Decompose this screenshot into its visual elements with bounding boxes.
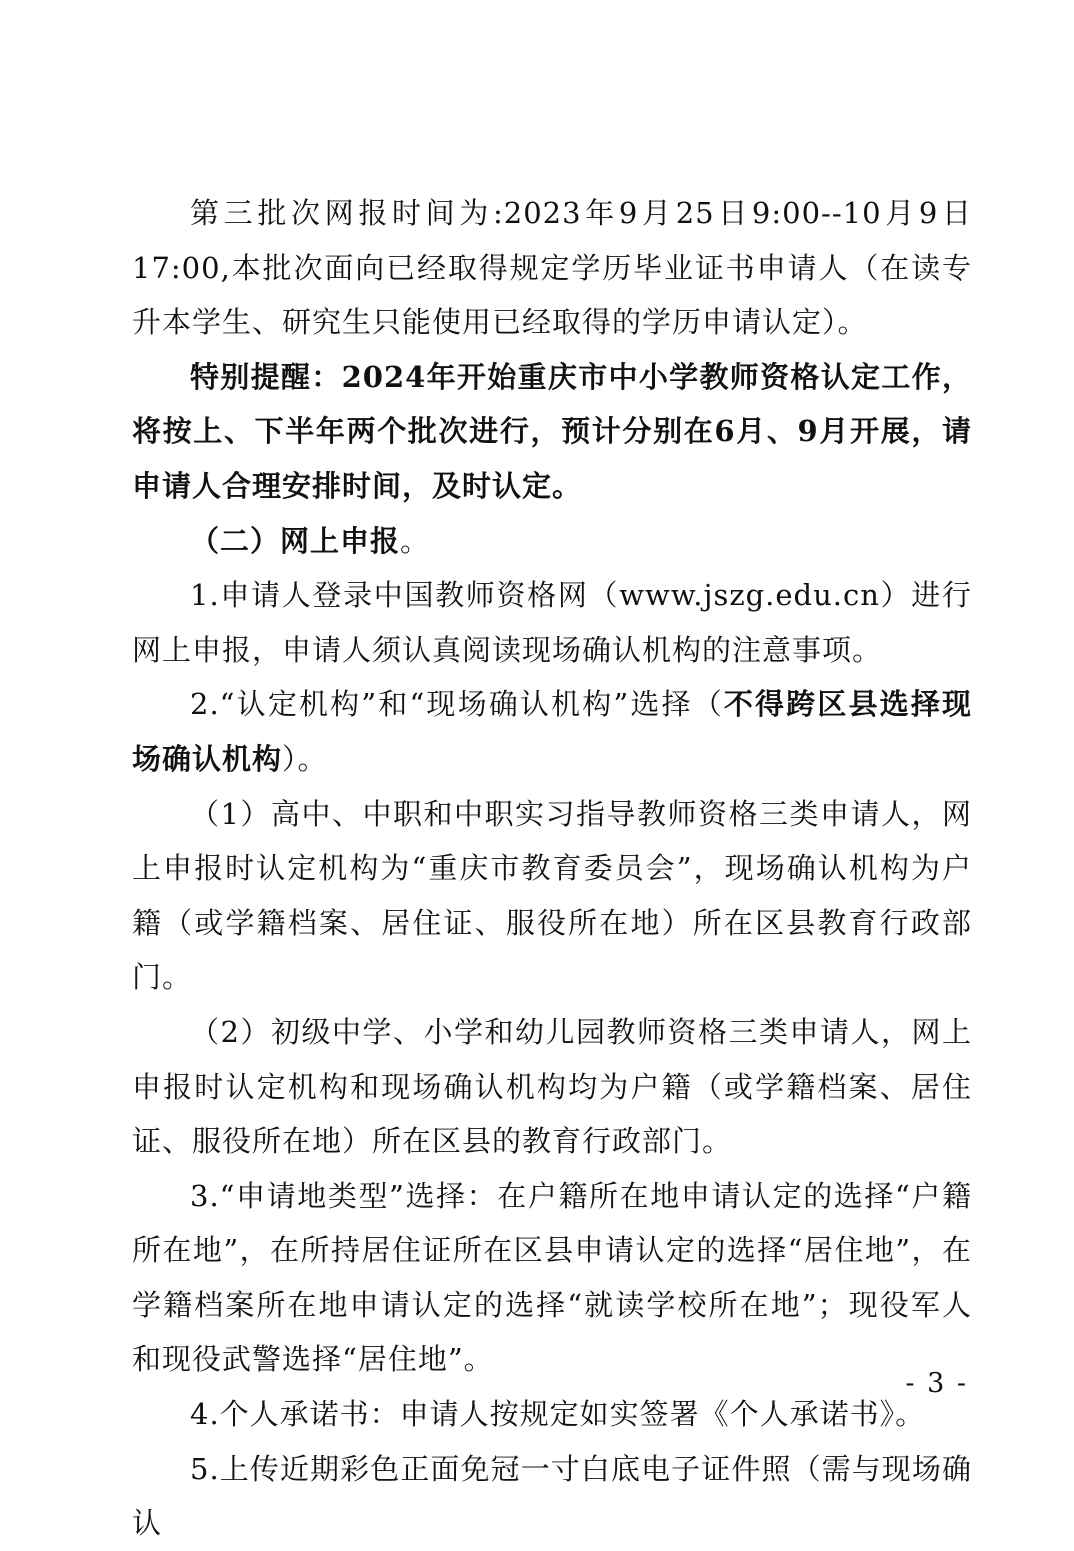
page-number: - 3 - xyxy=(905,1368,968,1399)
item-2-start: 2.“认定机构”和“现场确认机构”选择（ xyxy=(190,687,724,722)
section-heading-tail: 。 xyxy=(400,523,431,558)
paragraph-item-2 xyxy=(132,677,972,786)
paragraph-item-2-2: （2）初级中学、小学和幼儿园教师资格三类申请人，网上申报时认定机构和现场确认机构均为户籍（或学籍档案、居住证、服役所在地）所在区县的教育行政部门。 xyxy=(132,1014,972,1159)
paragraph-item-5: 5.上传近期彩色正面免冠一寸白底电子证件照（需与现场确认 xyxy=(132,1451,972,1541)
paragraph-third-batch: 第三批次网报时间为:2023年9月25日9:00--10月9日17:00,本批次面向已经取得规定学历毕业证书申请人（在读专升本学生、研究生只能使用已经取得的学历申请认定）。 xyxy=(132,196,972,340)
paragraph-special-reminder: 特别提醒：2024年开始重庆市中小学教师资格认定工作，将按上、下半年两个批次进行，预计分别在6月、9月开展，请申请人合理安排时间，及时认定。 xyxy=(132,359,972,503)
paragraph-item-3: 3.“申请地类型”选择：在户籍所在地申请认定的选择“户籍所在地”，在所持居住证所在区县申请认定的选择“居住地”，在学籍档案所在地申请认定的选择“就读学校所在地”；现役军人和现役武警选择“居住地”。 xyxy=(132,1178,972,1377)
paragraph-online-heading xyxy=(132,514,972,569)
paragraph-item-1: 1.申请人登录中国教师资格网（www.jszg.edu.cn）进行网上申报，申请人须认真阅读现场确认机构的注意事项。 xyxy=(132,578,972,667)
document-body xyxy=(132,186,972,1551)
paragraph-item-2-1: （1）高中、中职和中职实习指导教师资格三类申请人，网上申报时认定机构为“重庆市教育委员会”，现场确认机构为户籍（或学籍档案、居住证、服役所在地）所在区县教育行政部门。 xyxy=(132,796,972,995)
item-2-end: ）。 xyxy=(282,741,328,776)
section-heading: （二）网上申报 xyxy=(190,523,401,558)
paragraph-item-4: 4.个人承诺书：申请人按规定如实签署《个人承诺书》。 xyxy=(190,1397,926,1432)
item-2-bold: 不得跨区县选择现场确认机构 xyxy=(132,687,972,776)
